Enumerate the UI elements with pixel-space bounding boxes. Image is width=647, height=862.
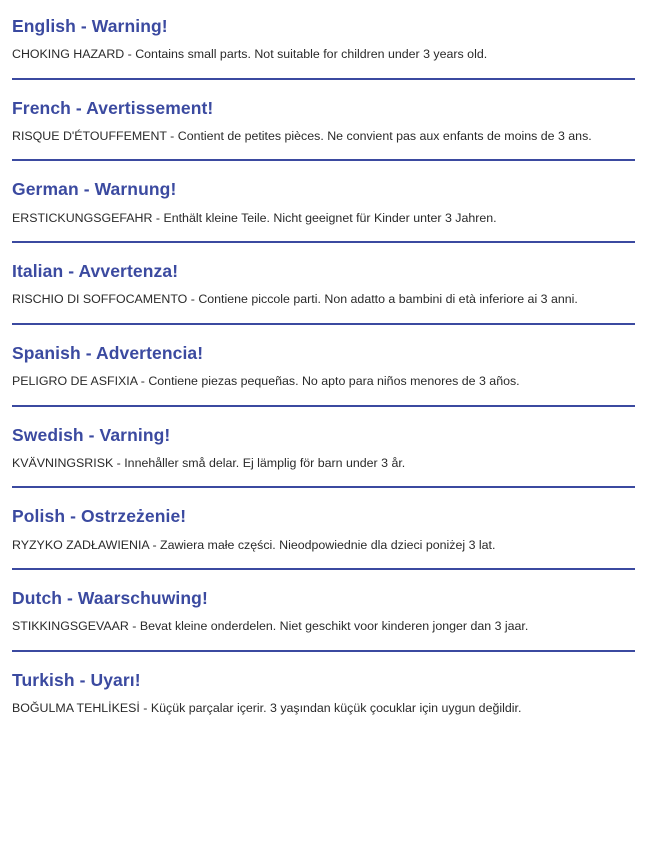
- warning-heading-polish: Polish - Ostrzeżenie!: [12, 506, 187, 527]
- section-divider: [12, 241, 635, 243]
- warning-body-polish: RYZYKO ZADŁAWIENIA - Zawiera małe części. Nieodpowiednie dla dzieci poniżej 3 lat.: [12, 537, 496, 552]
- warning-body-english: CHOKING HAZARD - Contains small parts. Not suitable for children under 3 years old.: [12, 47, 488, 62]
- warning-body-spanish: PELIGRO DE ASFIXIA - Contiene piezas pequeñas. No apto para niños menores de 3 años.: [12, 374, 520, 389]
- section-divider: [12, 323, 635, 325]
- warning-block-english: [12, 16, 635, 64]
- warning-heading-turkish: Turkish - Uyarı!: [12, 669, 141, 690]
- warning-body-dutch: STIKKINGSGEVAAR - Bevat kleine onderdelen. Niet geschikt voor kinderen jonger dan 3 jaar.: [12, 619, 529, 634]
- warning-body-french: RISQUE D'ÉTOUFFEMENT - Contient de petites pièces. Ne convient pas aux enfants de moins de 3 ans.: [12, 128, 592, 143]
- section-divider: [12, 568, 635, 570]
- warning-body-italian: RISCHIO DI SOFFOCAMENTO - Contiene piccole parti. Non adatto a bambini di età inferiore ai 3 anni.: [12, 292, 578, 307]
- warning-block-german: [12, 179, 635, 227]
- warning-block-turkish: [12, 670, 635, 718]
- warning-block-polish: [12, 506, 635, 554]
- warning-body-german: ERSTICKUNGSGEFAHR - Enthält kleine Teile. Nicht geeignet für Kinder unter 3 Jahren.: [12, 210, 497, 225]
- warning-body-turkish: BOĞULMA TEHLİKESİ - Küçük parçalar içerir. 3 yaşından küçük çocuklar için uygun değildir.: [12, 701, 522, 715]
- warning-heading-dutch: Dutch - Waarschuwing!: [12, 588, 208, 609]
- warning-heading-spanish: Spanish - Advertencia!: [12, 342, 204, 363]
- section-divider: [12, 650, 635, 652]
- warning-heading-italian: Italian - Avvertenza!: [12, 261, 179, 282]
- warning-heading-german: German - Warnung!: [12, 179, 177, 200]
- warning-block-swedish: [12, 425, 635, 473]
- warning-heading-french: French - Avertissement!: [12, 97, 214, 118]
- warning-block-italian: [12, 261, 635, 309]
- warning-heading-swedish: Swedish - Varning!: [12, 424, 171, 445]
- section-divider: [12, 159, 635, 161]
- warning-body-swedish: KVÄVNINGSRISK - Innehåller små delar. Ej lämplig för barn under 3 år.: [12, 455, 406, 470]
- section-divider: [12, 405, 635, 407]
- section-divider: [12, 78, 635, 80]
- warning-block-spanish: [12, 343, 635, 391]
- warning-heading-english: English - Warning!: [12, 16, 168, 36]
- section-divider: [12, 486, 635, 488]
- warning-block-french: [12, 98, 635, 146]
- warning-block-dutch: [12, 588, 635, 636]
